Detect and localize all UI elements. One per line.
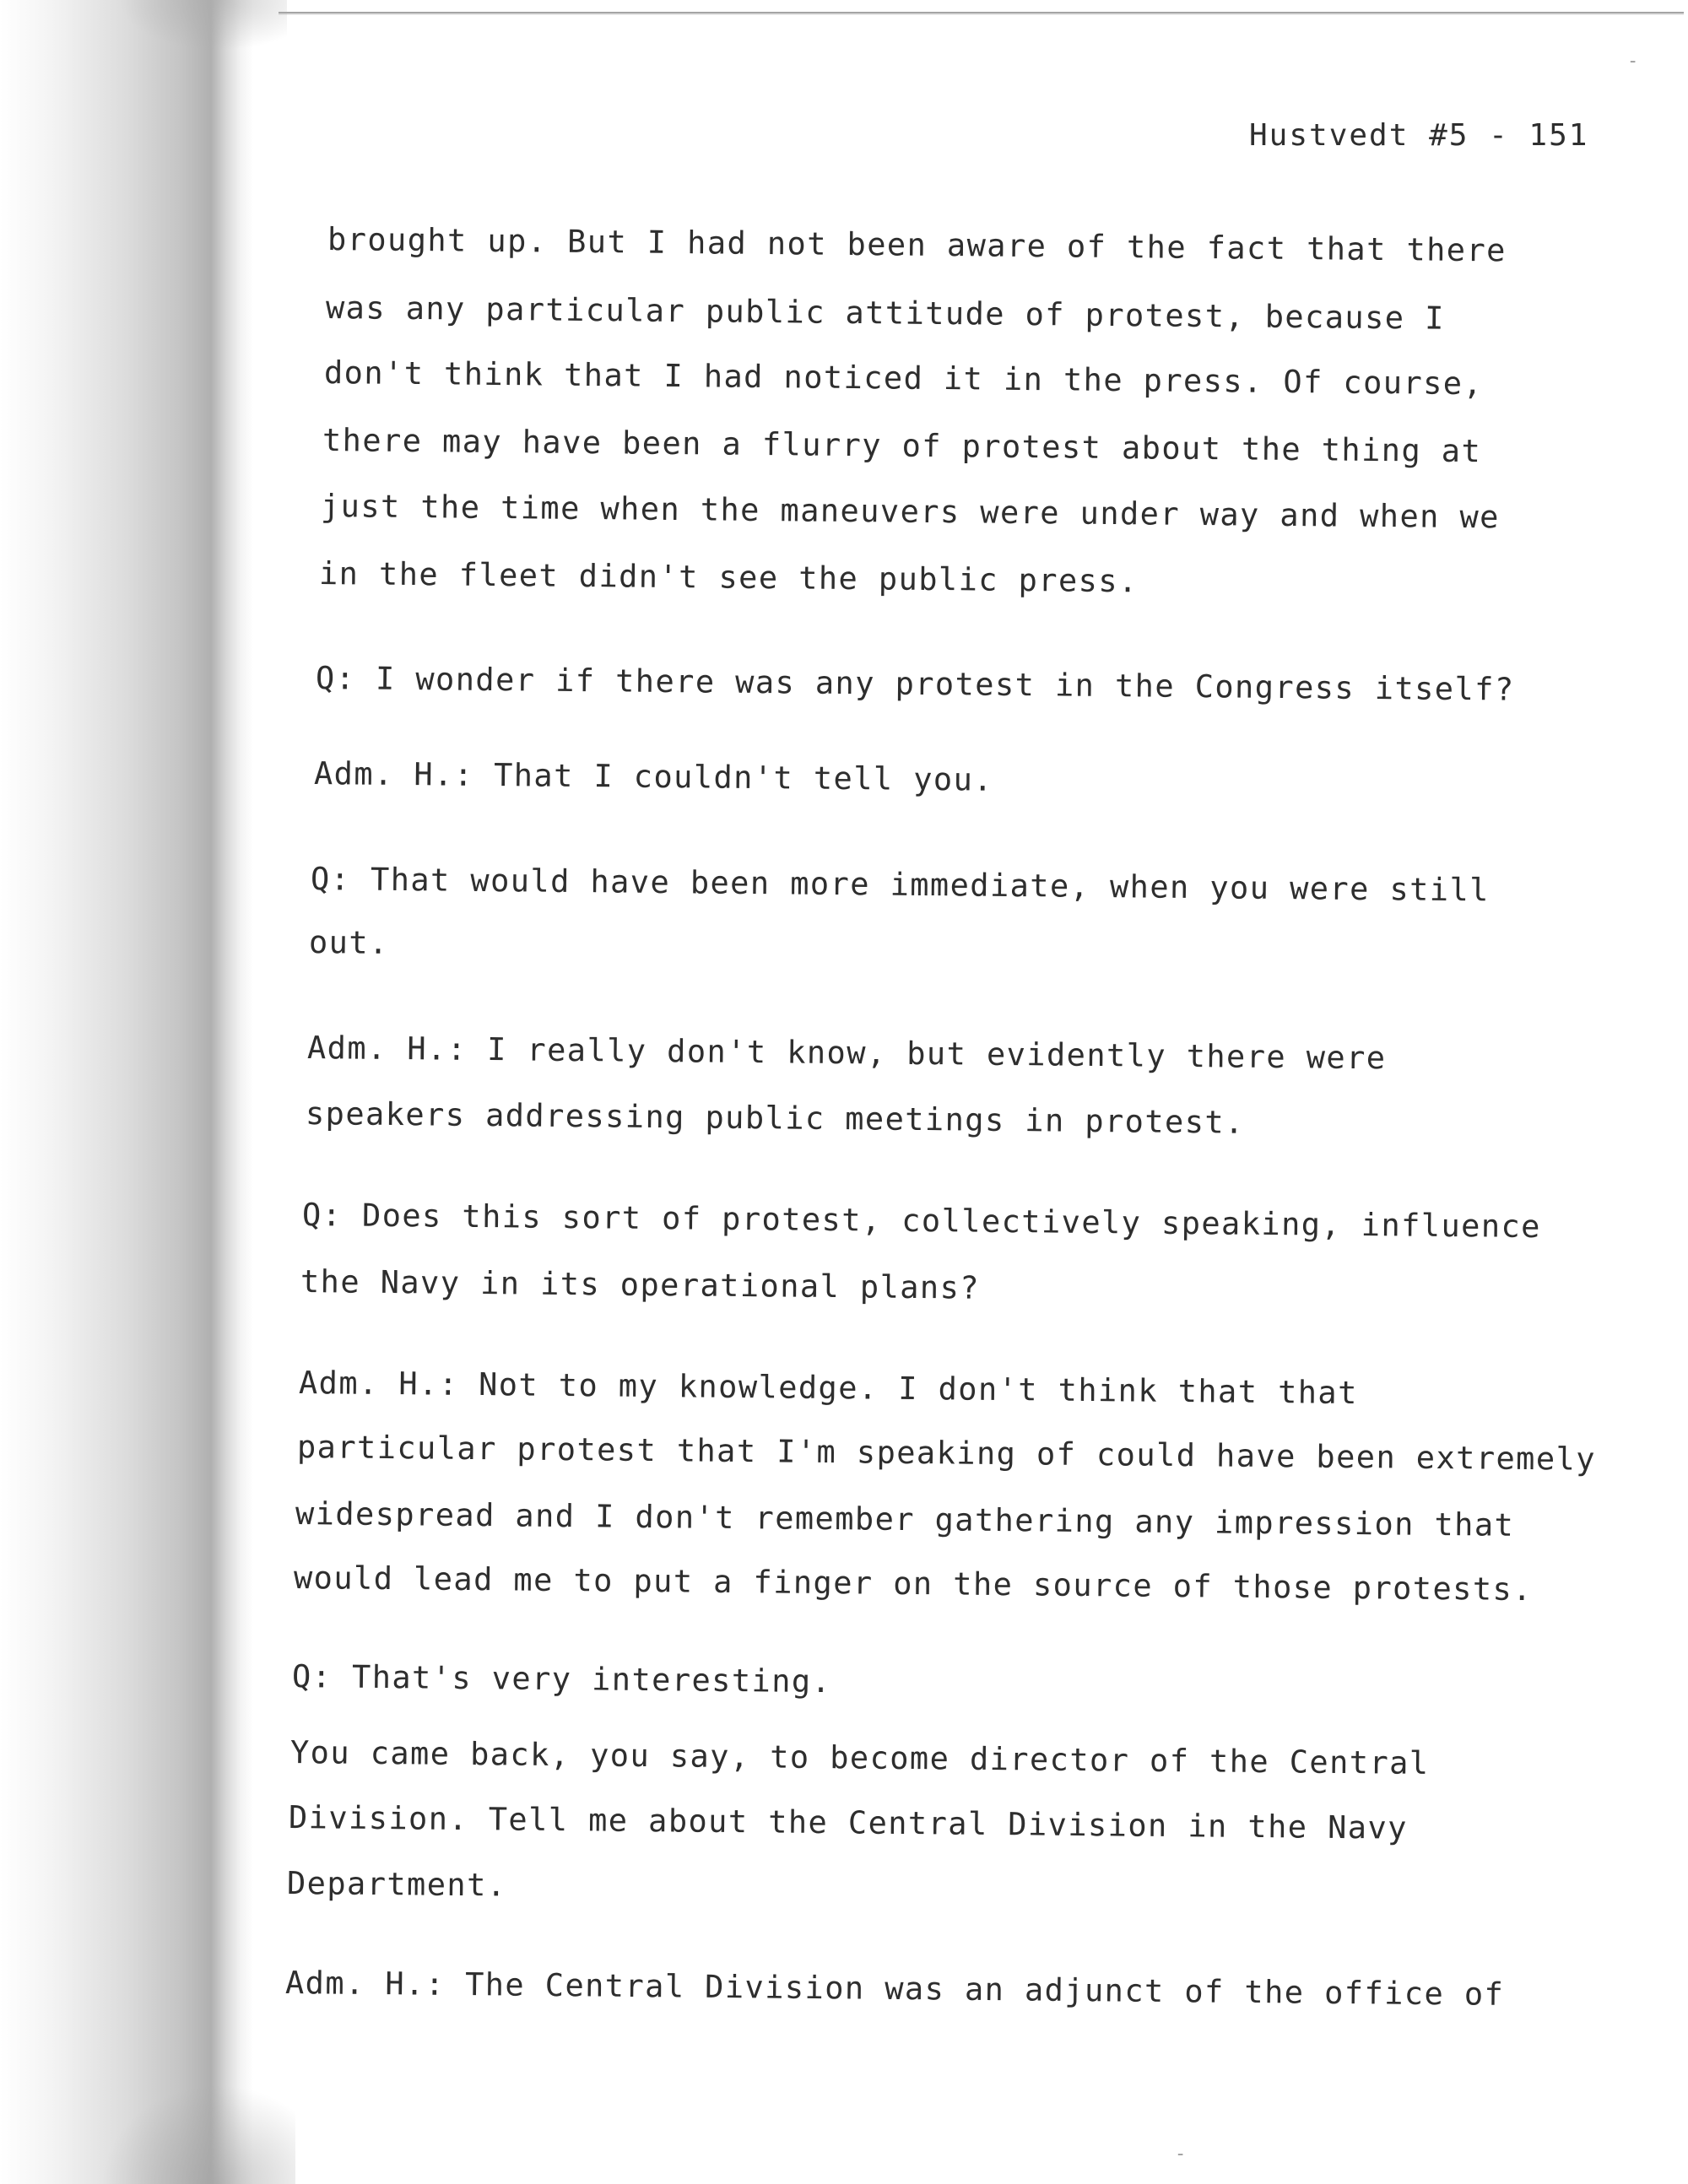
question-line: Q: That's very interesting.	[291, 1658, 832, 1700]
question-line: Q: I wonder if there was any protest in the Congress itself?	[315, 660, 1515, 708]
running-header: Hustvedt #5 - 151	[1249, 118, 1589, 153]
answer-line: Adm. H.: I really don't know, but evidently there were	[306, 1030, 1387, 1077]
page-edge	[279, 12, 1684, 15]
body-line: brought up. But I had not been aware of the fact that there	[327, 221, 1507, 269]
body-line: Department.	[286, 1865, 507, 1904]
body-line: speakers addressing public meetings in protest.	[305, 1095, 1245, 1141]
binding-fold-bottom	[101, 2084, 295, 2184]
body-line: there may have been a flurry of protest about the thing at	[322, 422, 1482, 470]
body-line: particular protest that I'm speaking of could have been extremely	[296, 1429, 1597, 1478]
scan-speck: -	[1627, 51, 1639, 72]
answer-line: Adm. H.: That I couldn't tell you.	[313, 755, 994, 798]
body-line: Division. Tell me about the Central Division in the Navy	[288, 1799, 1409, 1846]
question-line: Q: Does this sort of protest, collectively speaking, influence	[301, 1197, 1542, 1246]
answer-line: Adm. H.: Not to my knowledge. I don't think that that	[298, 1365, 1358, 1412]
body-line: out.	[308, 924, 389, 961]
body-line: just the time when the maneuvers were under way and when we	[320, 488, 1501, 536]
body-line: don't think that I had noticed it in the press. Of course,	[323, 354, 1484, 403]
body-line: the Navy in its operational plans?	[300, 1263, 981, 1306]
body-line: was any particular public attitude of protest, because I	[325, 289, 1446, 337]
body-line: You came back, you say, to become director of the Central	[289, 1734, 1430, 1781]
body-line: in the fleet didn't see the public press.	[318, 555, 1139, 600]
question-line: Q: That would have been more immediate, when you were still	[310, 861, 1491, 909]
answer-line: Adm. H.: The Central Division was an adjunct of the office of	[284, 1965, 1505, 2013]
binding-shadow	[0, 0, 253, 2184]
body-line: widespread and I don't remember gathering any impression that	[295, 1495, 1515, 1543]
scan-speck: -	[1175, 2143, 1187, 2165]
body-line: would lead me to put a finger on the source of those protests.	[293, 1560, 1534, 1608]
binding-fold-top	[118, 0, 287, 51]
